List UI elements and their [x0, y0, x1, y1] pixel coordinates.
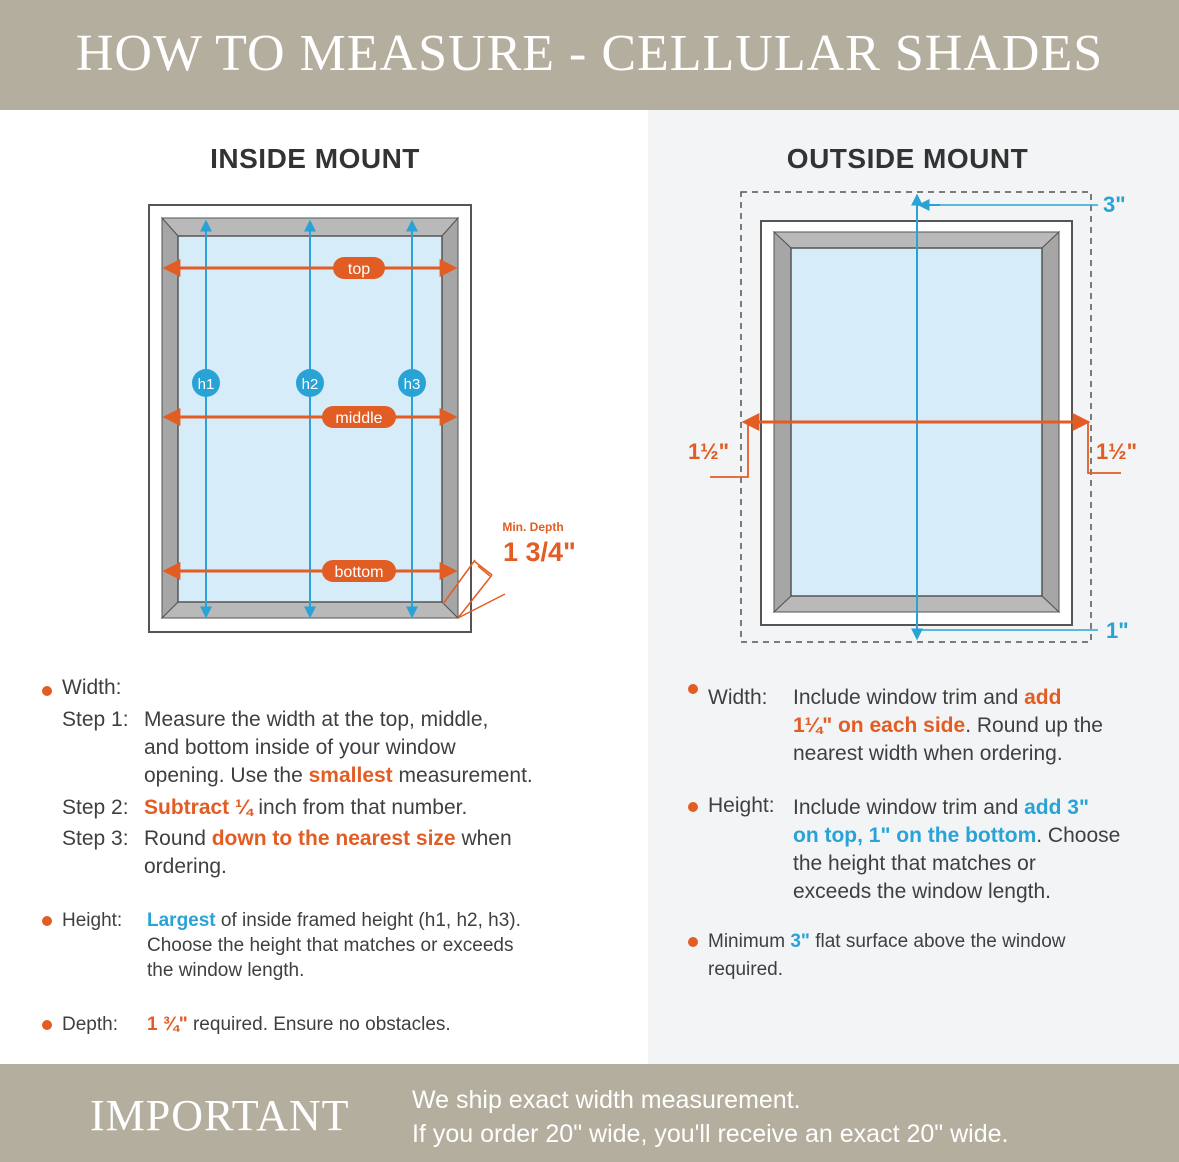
outside-height-line2: on top, 1" on the bottom. Choose: [793, 824, 1121, 847]
middle-label: middle: [335, 410, 383, 427]
step1-line3: opening. Use the smallest measurement.: [144, 764, 533, 787]
inside-height-line2: Choose the height that matches or exceeds: [147, 935, 514, 956]
inside-height-line1: Largest of inside framed height (h1, h2, h3).: [147, 910, 521, 931]
height-bullet: [42, 916, 52, 926]
outside-mount-heading: OUTSIDE MOUNT: [786, 143, 1029, 174]
outside-width-line3: nearest width when ordering.: [793, 742, 1063, 765]
inside-mount-heading: INSIDE MOUNT: [210, 143, 420, 174]
step3-label: Step 3:: [62, 827, 129, 850]
minimum-line2: required.: [708, 959, 783, 980]
outside-width-line1: Include window trim and add: [793, 686, 1062, 709]
footer-line1: We ship exact width measurement.: [412, 1086, 801, 1114]
step2-text: Subtract ¼ inch from that number.: [144, 796, 468, 819]
outside-width-line2: 1¼" on each side. Round up the: [793, 714, 1103, 737]
left-side-label: 1½": [688, 439, 730, 464]
footer-line2: If you order 20" wide, you'll receive an exact 20" wide.: [412, 1120, 1009, 1148]
outside-height-bullet: [688, 802, 698, 812]
top-label: top: [347, 261, 371, 278]
outside-height-label: Height:: [708, 794, 775, 817]
page-title: HOW TO MEASURE - CELLULAR SHADES: [75, 25, 1104, 82]
outside-height-line1: Include window trim and add 3": [793, 796, 1089, 819]
step1-line2: and bottom inside of your window: [144, 736, 456, 759]
bottom-label: bottom: [334, 564, 384, 581]
inside-width-label: Width:: [62, 676, 122, 699]
outside-width-bullet: [688, 684, 698, 694]
important-heading: IMPORTANT: [90, 1091, 350, 1140]
outside-height-line4: exceeds the window length.: [793, 880, 1051, 903]
step1-label: Step 1:: [62, 708, 129, 731]
h2-label: h2: [301, 376, 319, 393]
step1-line1: Measure the width at the top, middle,: [144, 708, 489, 731]
h3-label: h3: [403, 376, 421, 393]
inside-height-label: Height:: [62, 910, 123, 931]
outside-width-label: Width:: [708, 686, 768, 709]
bottom-1in-label: 1": [1106, 618, 1129, 643]
inside-depth-label: Depth:: [62, 1014, 118, 1035]
inside-height-line3: the window length.: [147, 960, 305, 981]
step2-label: Step 2:: [62, 796, 129, 819]
depth-bullet: [42, 1020, 52, 1030]
minimum-line1: Minimum 3" flat surface above the window: [708, 931, 1066, 952]
min-depth-label: Min. Depth: [502, 520, 564, 534]
right-side-label: 1½": [1096, 439, 1138, 464]
min-depth-value: 1 3/4": [503, 537, 576, 567]
h1-label: h1: [197, 376, 215, 393]
outside-height-line3: the height that matches or: [793, 852, 1036, 875]
inside-depth-text: 1 ¾" required. Ensure no obstacles.: [147, 1014, 451, 1035]
top-3in-label: 3": [1103, 192, 1126, 217]
step3-line2: ordering.: [144, 855, 227, 878]
minimum-bullet: [688, 937, 698, 947]
width-bullet: [42, 686, 52, 696]
step3-line1: Round down to the nearest size when: [144, 827, 512, 850]
